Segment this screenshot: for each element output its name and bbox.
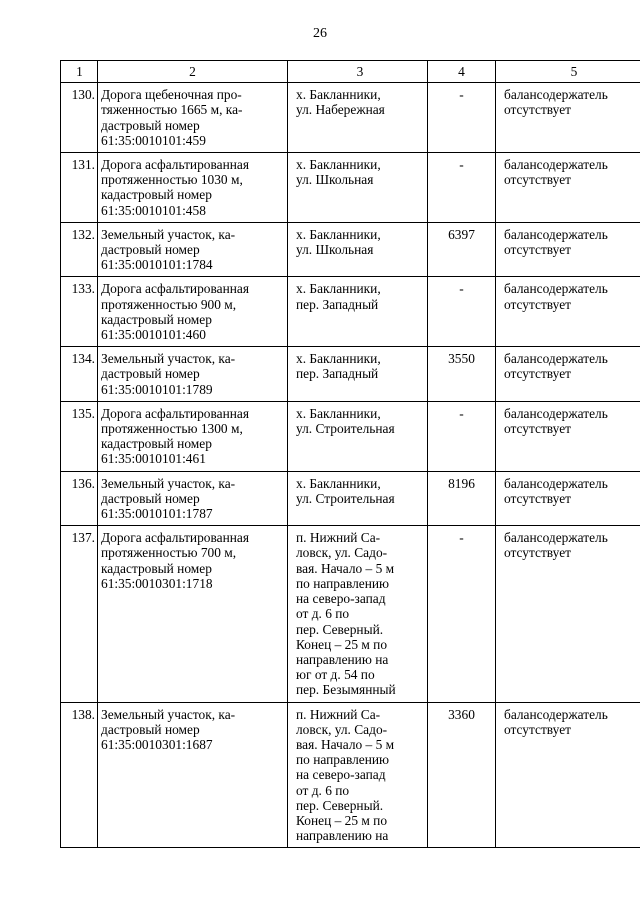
- object-area: -: [428, 83, 496, 153]
- object-address: х. Бакланники, ул. Школьная: [288, 153, 428, 223]
- object-area: -: [428, 526, 496, 702]
- object-name: Дорога щебеночная про- тяженностью 1665 м, ка- дастровый номер 61:35:0010101:459: [98, 83, 288, 153]
- table-row: [61, 471, 640, 526]
- table-row: [61, 702, 640, 848]
- object-address: п. Нижний Са- ловск, ул. Садо- вая. Начало – 5 м по направлению на северо-запад от д. 6 по пер. Северный. Конец – 25 м по направлению на юг от д. 54 по пер. Безымянный: [288, 526, 428, 702]
- property-table: [60, 60, 640, 848]
- object-name: Дорога асфальтированная протяженностью 1030 м, кадастровый номер 61:35:0010101:458: [98, 153, 288, 223]
- table-row: [61, 526, 640, 702]
- object-area: -: [428, 153, 496, 223]
- object-address: х. Бакланники, пер. Западный: [288, 277, 428, 347]
- object-address: х. Бакланники, ул. Набережная: [288, 83, 428, 153]
- table-row: [61, 347, 640, 402]
- object-name: Земельный участок, ка- дастровый номер 61:35:0010101:1784: [98, 222, 288, 277]
- row-number: 137.: [61, 526, 98, 702]
- balance-holder: балансодержатель отсутствует: [496, 277, 640, 347]
- table-row: [61, 401, 640, 471]
- balance-holder: балансодержатель отсутствует: [496, 222, 640, 277]
- balance-holder: балансодержатель отсутствует: [496, 153, 640, 223]
- balance-holder: балансодержатель отсутствует: [496, 401, 640, 471]
- object-name: Земельный участок, ка- дастровый номер 61:35:0010101:1789: [98, 347, 288, 402]
- balance-holder: балансодержатель отсутствует: [496, 471, 640, 526]
- object-name: Дорога асфальтированная протяженностью 900 м, кадастровый номер 61:35:0010101:460: [98, 277, 288, 347]
- table-row: [61, 222, 640, 277]
- row-number: 131.: [61, 153, 98, 223]
- object-name: Дорога асфальтированная протяженностью 700 м, кадастровый номер 61:35:0010301:1718: [98, 526, 288, 702]
- row-number: 132.: [61, 222, 98, 277]
- column-header-2: 2: [98, 61, 288, 83]
- object-name: Земельный участок, ка- дастровый номер 61:35:0010301:1687: [98, 702, 288, 848]
- row-number: 138.: [61, 702, 98, 848]
- object-area: -: [428, 401, 496, 471]
- object-area: 3550: [428, 347, 496, 402]
- balance-holder: балансодержатель отсутствует: [496, 83, 640, 153]
- row-number: 130.: [61, 83, 98, 153]
- column-header-4: 4: [428, 61, 496, 83]
- row-number: 136.: [61, 471, 98, 526]
- object-name: Земельный участок, ка- дастровый номер 61:35:0010101:1787: [98, 471, 288, 526]
- row-number: 134.: [61, 347, 98, 402]
- object-address: п. Нижний Са- ловск, ул. Садо- вая. Начало – 5 м по направлению на северо-запад от д. 6 по пер. Северный. Конец – 25 м по направлению на: [288, 702, 428, 848]
- row-number: 135.: [61, 401, 98, 471]
- table-row: [61, 153, 640, 223]
- balance-holder: балансодержатель отсутствует: [496, 702, 640, 848]
- column-header-3: 3: [288, 61, 428, 83]
- object-address: х. Бакланники, пер. Западный: [288, 347, 428, 402]
- table-row: [61, 277, 640, 347]
- row-number: 133.: [61, 277, 98, 347]
- object-area: -: [428, 277, 496, 347]
- table-row: [61, 83, 640, 153]
- object-address: х. Бакланники, ул. Строительная: [288, 401, 428, 471]
- column-header-5: 5: [496, 61, 640, 83]
- object-area: 3360: [428, 702, 496, 848]
- object-address: х. Бакланники, ул. Школьная: [288, 222, 428, 277]
- table-header-row: [61, 61, 640, 83]
- column-header-1: 1: [61, 61, 98, 83]
- object-address: х. Бакланники, ул. Строительная: [288, 471, 428, 526]
- object-name: Дорога асфальтированная протяженностью 1300 м, кадастровый номер 61:35:0010101:461: [98, 401, 288, 471]
- balance-holder: балансодержатель отсутствует: [496, 347, 640, 402]
- page-number: 26: [313, 26, 327, 41]
- balance-holder: балансодержатель отсутствует: [496, 526, 640, 702]
- object-area: 8196: [428, 471, 496, 526]
- object-area: 6397: [428, 222, 496, 277]
